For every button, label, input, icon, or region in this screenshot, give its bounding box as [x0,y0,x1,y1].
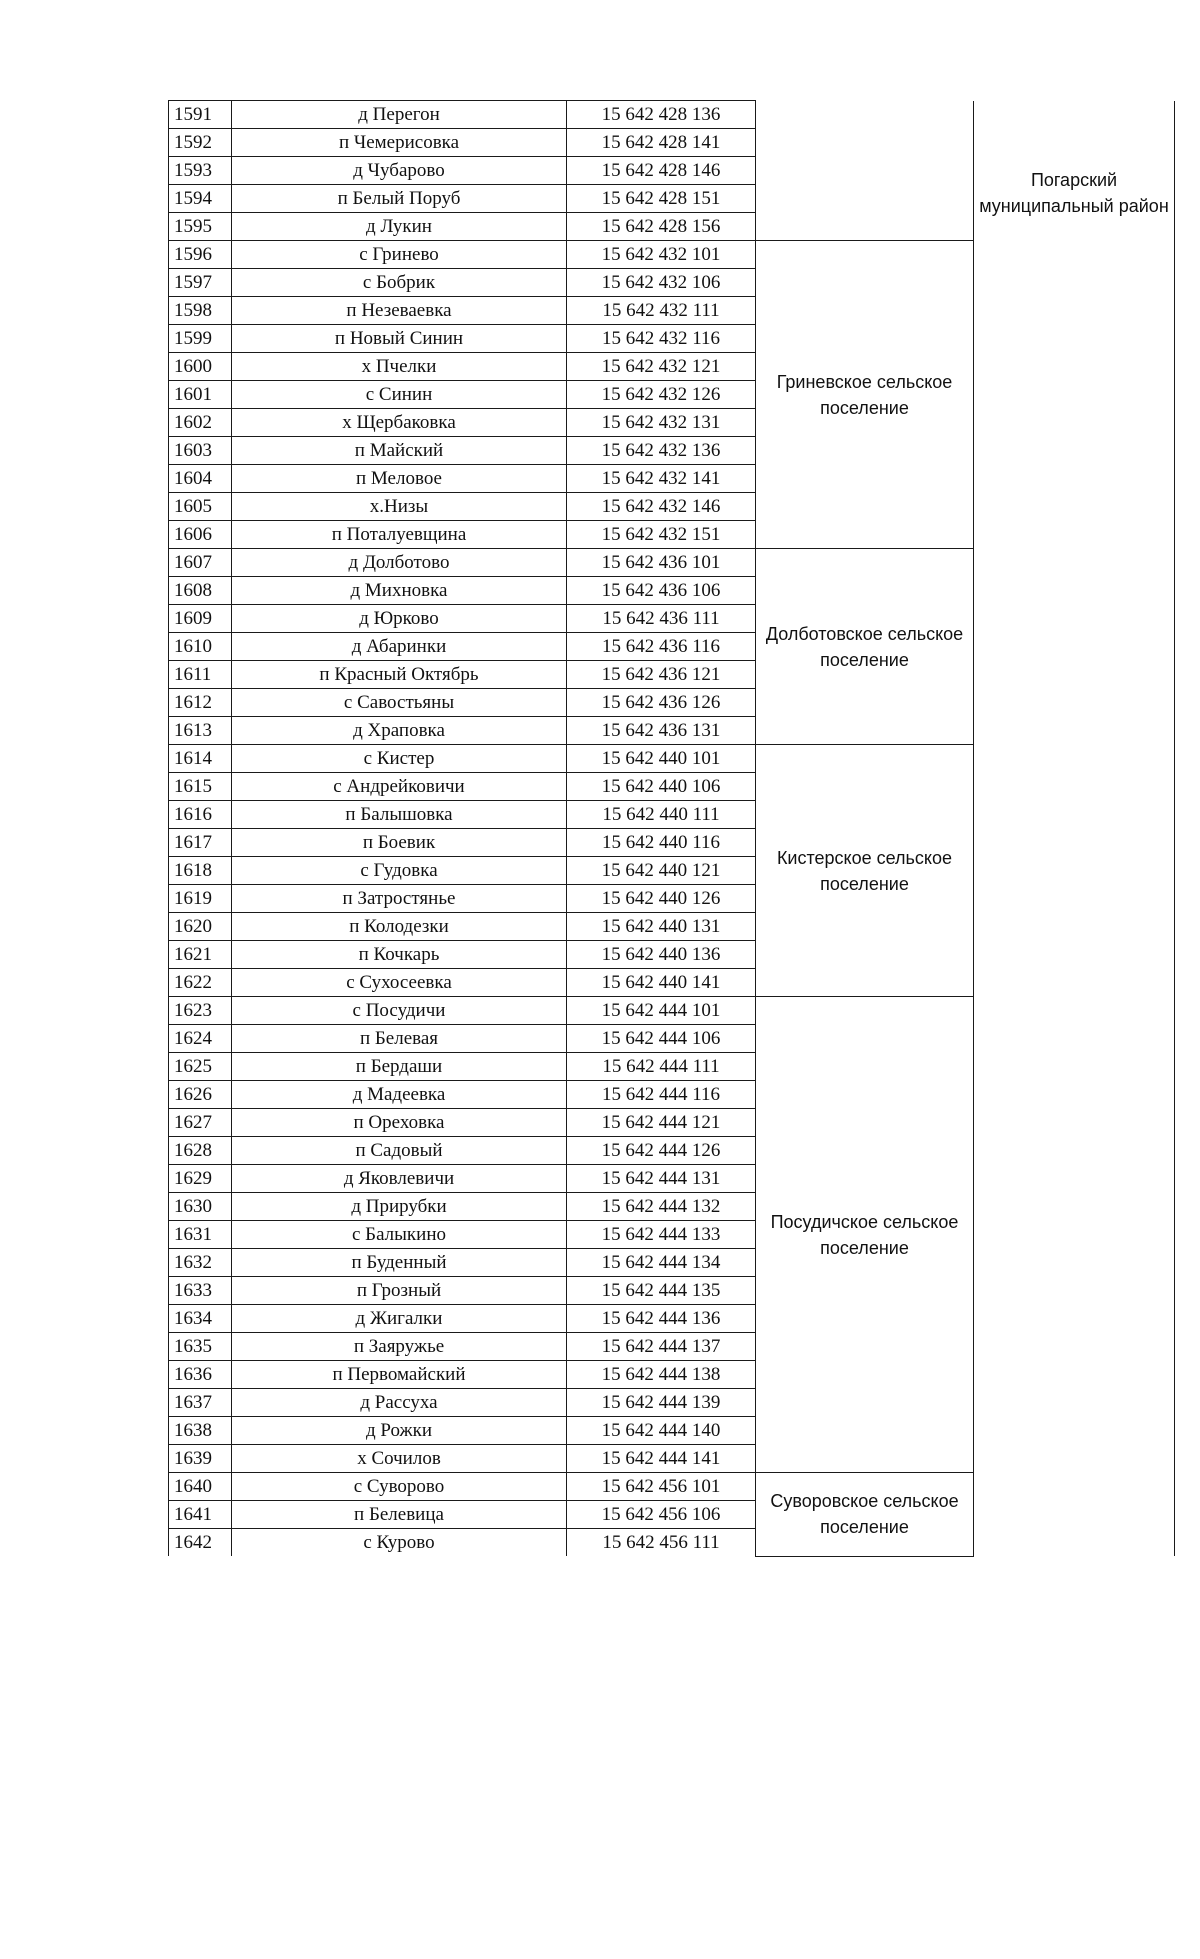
oktmo-code: 15 642 440 101 [567,745,756,773]
oktmo-code: 15 642 440 126 [567,885,756,913]
oktmo-code: 15 642 432 146 [567,493,756,521]
settlement-name: Суворовское сельское поселение [756,1473,974,1557]
locality-name: д Яковлевичи [232,1165,567,1193]
oktmo-code: 15 642 428 141 [567,129,756,157]
locality-name: с Балыкино [232,1221,567,1249]
locality-name: с Кистер [232,745,567,773]
oktmo-code: 15 642 432 131 [567,409,756,437]
locality-name: х Пчелки [232,353,567,381]
locality-name: с Посудичи [232,997,567,1025]
row-number: 1601 [169,381,232,409]
row-number: 1602 [169,409,232,437]
row-number: 1623 [169,997,232,1025]
row-number: 1628 [169,1137,232,1165]
locality-name: п Буденный [232,1249,567,1277]
row-number: 1640 [169,1473,232,1501]
oktmo-code: 15 642 444 134 [567,1249,756,1277]
settlement-name: Гриневское сельское поселение [756,241,974,549]
locality-name: п Ореховка [232,1109,567,1137]
row-number: 1597 [169,269,232,297]
oktmo-code: 15 642 444 139 [567,1389,756,1417]
locality-name: п Грозный [232,1277,567,1305]
locality-name: д Юрково [232,605,567,633]
table-row [169,101,1175,129]
oktmo-code: 15 642 428 156 [567,213,756,241]
row-number: 1619 [169,885,232,913]
row-number: 1631 [169,1221,232,1249]
locality-name: д Перегон [232,101,567,129]
row-number: 1609 [169,605,232,633]
oktmo-code: 15 642 456 101 [567,1473,756,1501]
locality-name: п Новый Синин [232,325,567,353]
locality-name: п Поталуевщина [232,521,567,549]
oktmo-code: 15 642 432 111 [567,297,756,325]
locality-name: п Балышовка [232,801,567,829]
locality-name: д Абаринки [232,633,567,661]
row-number: 1600 [169,353,232,381]
locality-name: п Незеваевка [232,297,567,325]
oktmo-code: 15 642 432 151 [567,521,756,549]
oktmo-code: 15 642 444 138 [567,1361,756,1389]
locality-name: п Первомайский [232,1361,567,1389]
locality-name: п Майский [232,437,567,465]
row-number: 1632 [169,1249,232,1277]
oktmo-code: 15 642 444 136 [567,1305,756,1333]
oktmo-code: 15 642 444 132 [567,1193,756,1221]
oktmo-code: 15 642 440 131 [567,913,756,941]
locality-name: п Красный Октябрь [232,661,567,689]
row-number: 1617 [169,829,232,857]
locality-name: д Рожки [232,1417,567,1445]
locality-name: д Долботово [232,549,567,577]
oktmo-code: 15 642 444 111 [567,1053,756,1081]
row-number: 1629 [169,1165,232,1193]
row-number: 1634 [169,1305,232,1333]
locality-name: п Белевица [232,1501,567,1529]
oktmo-code: 15 642 440 121 [567,857,756,885]
locality-name: п Садовый [232,1137,567,1165]
locality-name: п Затростянье [232,885,567,913]
locality-name: с Бобрик [232,269,567,297]
oktmo-code: 15 642 428 146 [567,157,756,185]
oktmo-code: 15 642 432 106 [567,269,756,297]
row-number: 1607 [169,549,232,577]
locality-name: п Меловое [232,465,567,493]
row-number: 1611 [169,661,232,689]
row-number: 1614 [169,745,232,773]
locality-name: п Чемерисовка [232,129,567,157]
locality-name: х.Низы [232,493,567,521]
oktmo-code: 15 642 432 101 [567,241,756,269]
oktmo-code: 15 642 456 111 [567,1529,756,1557]
oktmo-code: 15 642 444 116 [567,1081,756,1109]
oktmo-code: 15 642 432 141 [567,465,756,493]
locality-name: д Чубарово [232,157,567,185]
settlement-name: Кистерское сельское поселение [756,745,974,997]
row-number: 1598 [169,297,232,325]
locality-name: с Андрейковичи [232,773,567,801]
row-number: 1612 [169,689,232,717]
oktmo-code: 15 642 428 136 [567,101,756,129]
oktmo-code: 15 642 444 126 [567,1137,756,1165]
settlement-name: Долботовское сельское поселение [756,549,974,745]
row-number: 1593 [169,157,232,185]
row-number: 1633 [169,1277,232,1305]
locality-name: с Синин [232,381,567,409]
row-number: 1627 [169,1109,232,1137]
locality-name: с Курово [232,1529,567,1557]
locality-name: д Прирубки [232,1193,567,1221]
locality-name: х Сочилов [232,1445,567,1473]
oktmo-code: 15 642 444 121 [567,1109,756,1137]
row-number: 1613 [169,717,232,745]
oktmo-code: 15 642 440 141 [567,969,756,997]
row-number: 1606 [169,521,232,549]
oktmo-code: 15 642 440 136 [567,941,756,969]
row-number: 1592 [169,129,232,157]
locality-name: х Щербаковка [232,409,567,437]
locality-name: п Бердаши [232,1053,567,1081]
oktmo-code: 15 642 436 126 [567,689,756,717]
locality-name: д Рассуха [232,1389,567,1417]
oktmo-code: 15 642 444 106 [567,1025,756,1053]
locality-name: п Белый Поруб [232,185,567,213]
row-number: 1637 [169,1389,232,1417]
locality-name: п Боевик [232,829,567,857]
oktmo-code: 15 642 444 133 [567,1221,756,1249]
locality-name: с Гудовка [232,857,567,885]
row-number: 1591 [169,101,232,129]
oktmo-code: 15 642 428 151 [567,185,756,213]
row-number: 1620 [169,913,232,941]
oktmo-code: 15 642 444 137 [567,1333,756,1361]
oktmo-code: 15 642 436 116 [567,633,756,661]
row-number: 1624 [169,1025,232,1053]
oktmo-code: 15 642 432 126 [567,381,756,409]
row-number: 1603 [169,437,232,465]
row-number: 1622 [169,969,232,997]
row-number: 1608 [169,577,232,605]
row-number: 1638 [169,1417,232,1445]
locality-name: с Суворово [232,1473,567,1501]
row-number: 1615 [169,773,232,801]
locality-name: п Колодезки [232,913,567,941]
oktmo-code: 15 642 444 101 [567,997,756,1025]
oktmo-code: 15 642 440 116 [567,829,756,857]
settlements-table-body [169,101,1175,1557]
oktmo-code: 15 642 432 121 [567,353,756,381]
locality-name: с Савостьяны [232,689,567,717]
oktmo-code: 15 642 432 116 [567,325,756,353]
oktmo-code: 15 642 444 141 [567,1445,756,1473]
row-number: 1639 [169,1445,232,1473]
row-number: 1616 [169,801,232,829]
oktmo-code: 15 642 436 106 [567,577,756,605]
row-number: 1594 [169,185,232,213]
row-number: 1605 [169,493,232,521]
row-number: 1599 [169,325,232,353]
oktmo-code: 15 642 436 131 [567,717,756,745]
locality-name: д Михновка [232,577,567,605]
locality-name: с Сухосеевка [232,969,567,997]
row-number: 1636 [169,1361,232,1389]
row-number: 1610 [169,633,232,661]
row-number: 1635 [169,1333,232,1361]
oktmo-code: 15 642 436 121 [567,661,756,689]
row-number: 1626 [169,1081,232,1109]
oktmo-code: 15 642 440 111 [567,801,756,829]
district-name: Погарский муниципальный район [974,101,1175,1557]
row-number: 1596 [169,241,232,269]
settlements-table [168,100,1175,1557]
oktmo-code: 15 642 456 106 [567,1501,756,1529]
oktmo-code: 15 642 444 140 [567,1417,756,1445]
settlement-name: Посудичское сельское поселение [756,997,974,1473]
oktmo-code: 15 642 444 131 [567,1165,756,1193]
row-number: 1618 [169,857,232,885]
locality-name: п Заяружье [232,1333,567,1361]
locality-name: д Жигалки [232,1305,567,1333]
row-number: 1642 [169,1529,232,1557]
locality-name: п Белевая [232,1025,567,1053]
row-number: 1621 [169,941,232,969]
oktmo-code: 15 642 436 101 [567,549,756,577]
row-number: 1641 [169,1501,232,1529]
oktmo-code: 15 642 444 135 [567,1277,756,1305]
row-number: 1595 [169,213,232,241]
row-number: 1630 [169,1193,232,1221]
locality-name: п Кочкарь [232,941,567,969]
locality-name: д Лукин [232,213,567,241]
locality-name: д Мадеевка [232,1081,567,1109]
oktmo-code: 15 642 436 111 [567,605,756,633]
row-number: 1625 [169,1053,232,1081]
locality-name: с Гринево [232,241,567,269]
oktmo-code: 15 642 440 106 [567,773,756,801]
row-number: 1604 [169,465,232,493]
settlement-name [756,101,974,241]
oktmo-code: 15 642 432 136 [567,437,756,465]
locality-name: д Храповка [232,717,567,745]
